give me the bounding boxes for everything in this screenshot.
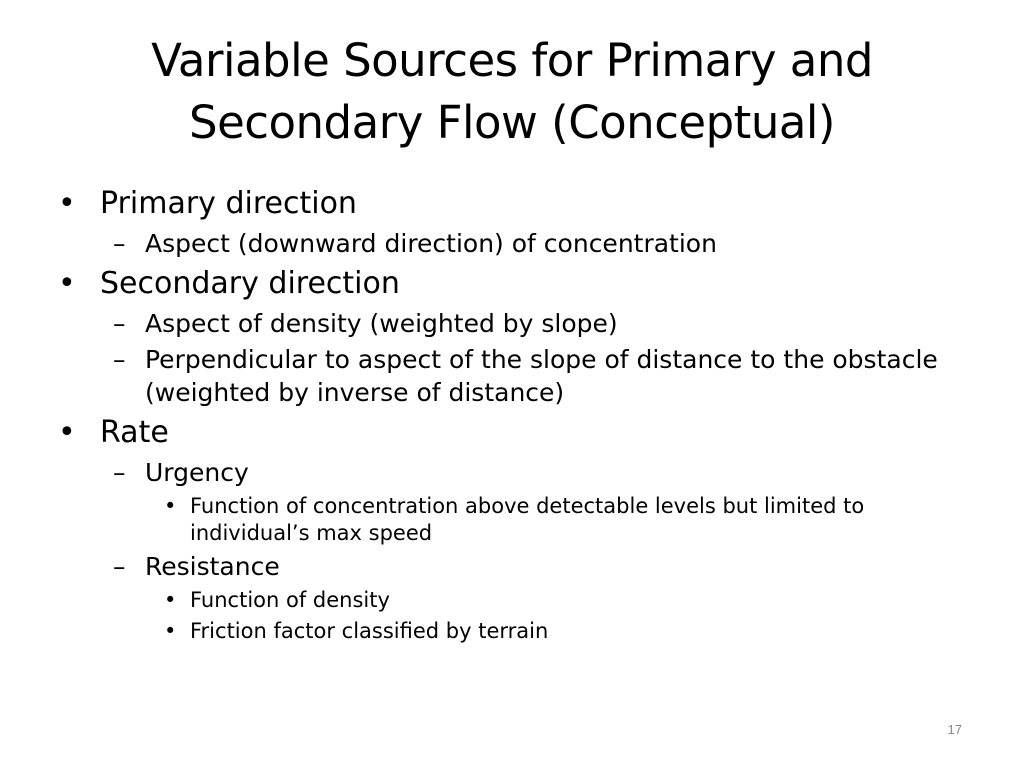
bullet-dot-icon: • [164,494,177,518]
bullet-dot-icon: • [58,415,76,450]
bullet-text: Resistance [145,552,280,581]
bullet-item [58,618,958,645]
bullet-text: Secondary direction [100,266,400,301]
slide-title-line-2: Secondary Flow (Conceptual) [189,96,835,149]
bullet-item [58,184,958,224]
bullet-item [58,587,958,614]
bullet-text: Perpendicular to aspect of the slope of distance to the obstacle (weighted by inverse of distance) [145,345,938,407]
bullet-item [58,227,958,260]
bullet-item [58,307,958,340]
bullet-text: Primary direction [100,186,357,221]
bullet-item [58,413,958,453]
bullet-dash-icon: – [113,552,126,581]
bullet-list [58,180,958,645]
bullet-text: Aspect (downward direction) of concentration [145,229,717,258]
bullet-item [58,343,958,409]
bullet-dot-icon: • [58,186,76,221]
bullet-text: Rate [100,415,169,450]
bullet-item [58,264,958,304]
bullet-dash-icon: – [113,309,126,338]
bullet-dash-icon: – [113,458,126,487]
page-number: 17 [947,722,962,737]
bullet-item [58,550,958,583]
bullet-text: Function of density [190,588,390,612]
bullet-dash-icon: – [113,229,126,258]
bullet-text: Urgency [145,458,249,487]
bullet-text: Aspect of density (weighted by slope) [145,309,618,338]
bullet-item [58,493,958,547]
bullet-dot-icon: • [164,619,177,643]
bullet-text: Function of concentration above detectable levels but limited to individual’s max speed [190,494,865,545]
slide-title-line-1: Variable Sources for Primary and [151,34,873,87]
bullet-dash-icon: – [113,345,126,374]
slide-title [60,30,964,154]
bullet-item [58,456,958,489]
bullet-dot-icon: • [58,266,76,301]
bullet-text: Friction factor classified by terrain [190,619,549,643]
bullet-dot-icon: • [164,588,177,612]
